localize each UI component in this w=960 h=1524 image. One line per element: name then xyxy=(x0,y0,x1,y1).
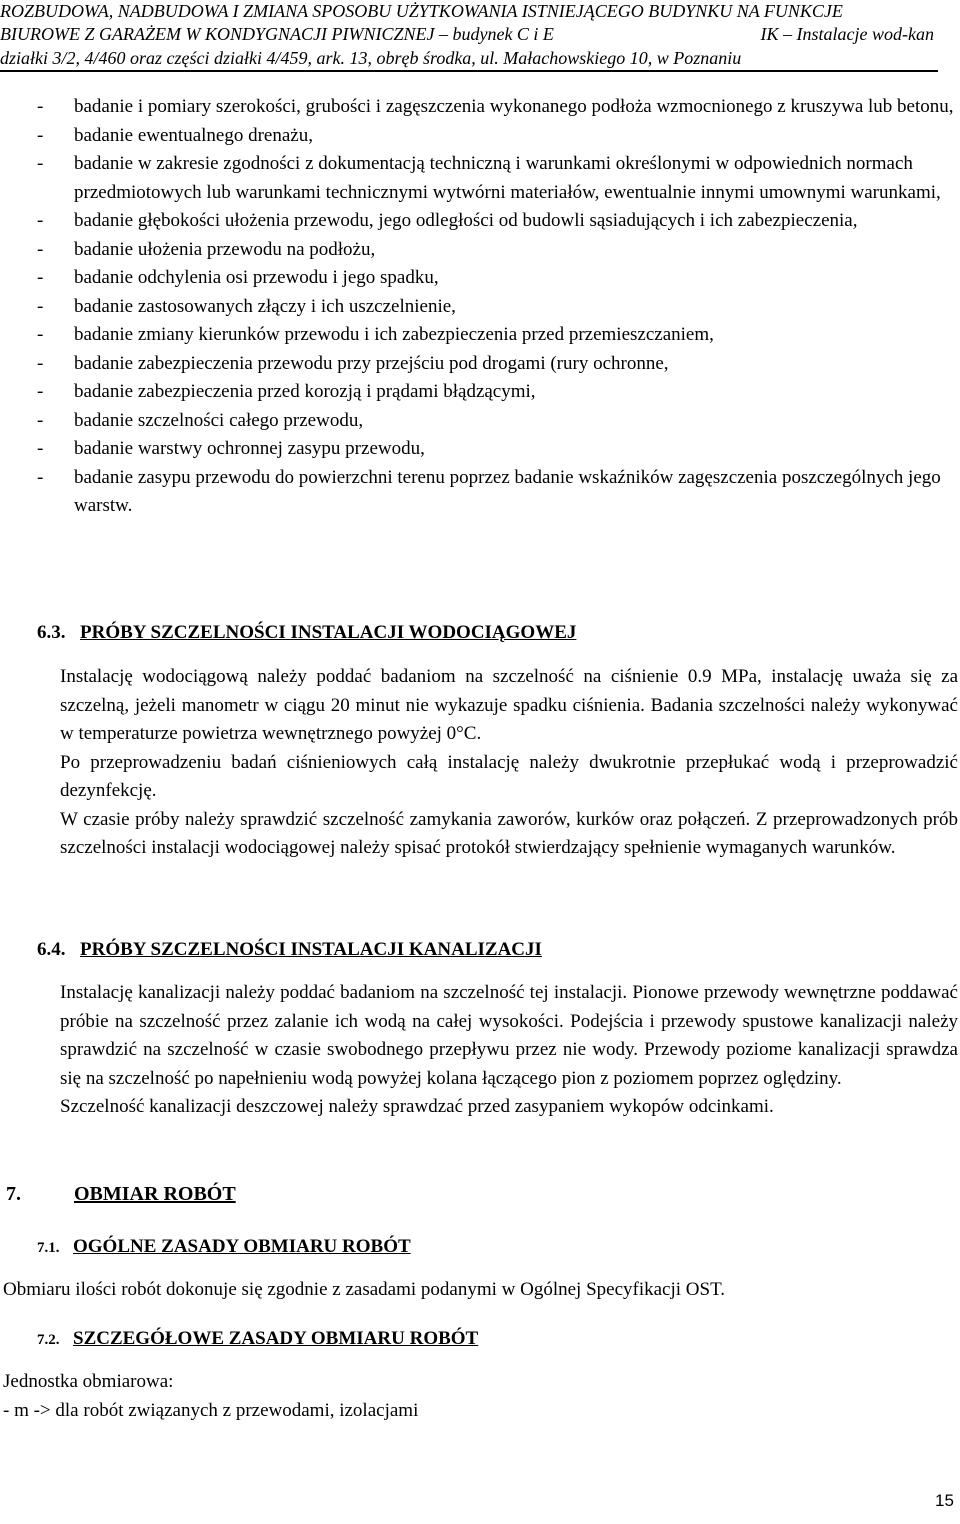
section-number: 7. xyxy=(6,1183,21,1205)
paragraph: Po przeprowadzeniu badań ciśnieniowych całą instalację należy dwukrotnie przepłukać wodą i przeprowadzić dezynfekcję. xyxy=(60,751,958,801)
list-dash: - xyxy=(37,438,44,459)
list-item-text: badanie zabezpieczenia przed korozją i prądami błądzącymi, xyxy=(74,381,536,402)
section-number: 7.2. xyxy=(37,1332,60,1348)
header-divider xyxy=(0,70,938,72)
list-item xyxy=(37,264,957,293)
list-item xyxy=(37,122,957,151)
list-dash: - xyxy=(37,295,44,317)
list-dash: - xyxy=(37,466,44,488)
testing-list xyxy=(37,93,957,521)
header-line-2 xyxy=(0,23,934,45)
list-item-text: badanie i pomiary szerokości, grubości i zagęszczenia wykonanego podłoża wzmocnionego z kruszywa lub betonu, xyxy=(74,96,954,117)
list-dash: - xyxy=(37,153,44,174)
section-title: PRÓBY SZCZELNOŚCI INSTALACJI KANALIZACJI xyxy=(80,939,542,960)
list-item-text: badanie zasypu przewodu do powierzchni terenu poprzez badanie wskaźników zagęszczenia poszczególnych jego warstw. xyxy=(74,466,941,516)
list-dash: - xyxy=(37,210,44,231)
list-dash: - xyxy=(37,267,44,288)
list-item xyxy=(37,293,957,322)
list-dash: - xyxy=(37,352,44,374)
list-item xyxy=(37,321,957,350)
header-line-2-right: IK – Instalacje wod-kan xyxy=(760,24,934,44)
section-7-1-heading xyxy=(37,1236,411,1258)
list-item-text: badanie odchylenia osi przewodu i jego spadku, xyxy=(74,267,439,288)
section-number: 6.3. xyxy=(37,622,66,643)
section-6-4-heading xyxy=(37,939,542,961)
list-item-text: badanie ułożenia przewodu na podłożu, xyxy=(74,238,376,260)
list-item-text: badanie szczelności całego przewodu, xyxy=(74,409,364,431)
list-dash: - xyxy=(37,324,44,345)
list-dash: - xyxy=(37,124,44,146)
list-item-text: badanie zabezpieczenia przewodu przy przejściu pod drogami (rury ochronne, xyxy=(74,352,669,374)
list-item-text: badanie w zakresie zgodności z dokumentacją techniczną i warunkami określonymi w odpowiednich normach przedmiotowych lub warunkami technicznymi wytwórni materiałów, ewentualnie innymi umownymi warunkami, xyxy=(74,153,941,203)
section-7-1-text: Obmiaru ilości robót dokonuje się zgodnie z zasadami podanymi w Ogólnej Specyfikacji OST. xyxy=(3,1279,726,1300)
list-item-text: badanie warstwy ochronnej zasypu przewodu, xyxy=(74,438,425,459)
list-dash: - xyxy=(37,238,44,260)
unit-item: - m -> dla robót związanych z przewodami, izolacjami xyxy=(3,1400,419,1421)
section-number: 7.1. xyxy=(37,1240,60,1256)
header-line-2-left: BIUROWE Z GARAŻEM W KONDYGNACJI PIWNICZNEJ – budynek C i E xyxy=(0,24,554,44)
header-line-3: działki 3/2, 4/460 oraz części działki 4/459, ark. 13, obręb środka, ul. Małachowskiego 10, w Poznaniu xyxy=(0,48,742,68)
list-item-text: badanie głębokości ułożenia przewodu, jego odległości od budowli sąsiadujących i ich zabezpieczenia, xyxy=(74,210,858,231)
header-line-1: ROZBUDOWA, NADBUDOWA I ZMIANA SPOSOBU UŻYTKOWANIA ISTNIEJĄCEGO BUDYNKU NA FUNKCJE xyxy=(0,1,843,21)
paragraph: Instalację kanalizacji należy poddać badaniom na szczelność tej instalacji. Pionowe przewody wewnętrzne poddawać próbie na szczelność przez zalanie ich wodą na całej wysokości. Podejścia i przewody spustowe kanalizacji należy sprawdzić na szczelność w czasie swobodnego przepływu przez nie wody. Przewody poziome kanalizacji sprawdza się na szczelność po napełnieniu wodą powyżej kolana łączącego pion z poziomem poprzez oględziny. xyxy=(60,982,958,1089)
list-item xyxy=(37,93,957,122)
unit-label: Jednostka obmiarowa: xyxy=(3,1371,174,1392)
section-title: OGÓLNE ZASADY OBMIARU ROBÓT xyxy=(73,1236,411,1257)
paragraph: Szczelność kanalizacji deszczowej należy sprawdzać przed zasypaniem wykopów odcinkami. xyxy=(60,1096,774,1117)
section-title: OBMIAR ROBÓT xyxy=(74,1183,236,1205)
list-item xyxy=(37,464,957,521)
list-item xyxy=(37,350,957,379)
section-7-2-heading xyxy=(37,1328,478,1350)
paragraph: Instalację wodociągową należy poddać badaniom na szczelność na ciśnienie 0.9 MPa, instalację uważa się za szczelną, jeżeli manometr w ciągu 20 minut nie wykazuje spadku ciśnienia. Badania szczelności należy wykonywać w temperaturze powietrza wewnętrznego powyżej 0°C. xyxy=(60,666,958,744)
list-item xyxy=(37,407,957,436)
list-item-text: badanie ewentualnego drenażu, xyxy=(74,124,313,146)
page-number: 15 xyxy=(935,1491,954,1510)
list-item xyxy=(37,435,957,464)
list-item xyxy=(37,236,957,265)
list-item xyxy=(37,150,957,207)
paragraph: W czasie próby należy sprawdzić szczelność zamykania zaworów, kurków oraz połączeń. Z przeprowadzonych prób szczelności instalacji wodociągowej należy spisać protokół stwierdzający spełnienie wymaganych warunków. xyxy=(60,808,958,858)
list-item xyxy=(37,207,957,236)
section-title: SZCZEGÓŁOWE ZASADY OBMIARU ROBÓT xyxy=(73,1328,479,1349)
section-7-heading xyxy=(6,1183,236,1206)
section-6-3-body xyxy=(60,663,958,863)
list-dash: - xyxy=(37,381,44,402)
section-6-3-heading xyxy=(37,622,576,644)
list-item xyxy=(37,378,957,407)
list-item-text: badanie zastosowanych złączy i ich uszczelnienie, xyxy=(74,295,456,317)
list-item-text: badanie zmiany kierunków przewodu i ich zabezpieczenia przed przemieszczaniem, xyxy=(74,324,714,345)
section-title: PRÓBY SZCZELNOŚCI INSTALACJI WODOCIĄGOWEJ xyxy=(80,622,577,643)
section-number: 6.4. xyxy=(37,939,66,960)
list-dash: - xyxy=(37,409,44,431)
list-dash: - xyxy=(37,96,44,117)
section-6-4-body xyxy=(60,979,958,1122)
